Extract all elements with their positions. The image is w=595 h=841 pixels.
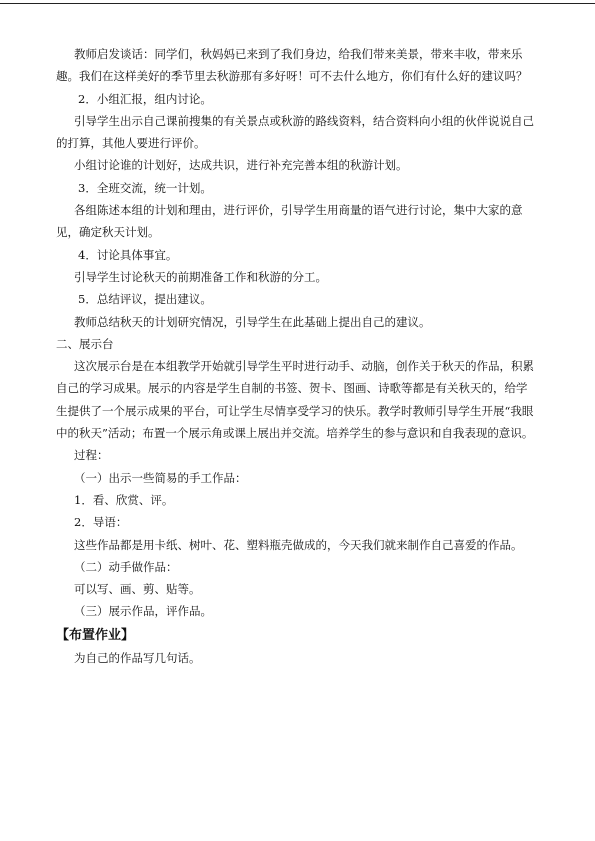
process-item-1: （一）出示一些简易的手工作品： <box>74 470 247 485</box>
homework-text: 为自己的作品写几句话。 <box>74 650 201 665</box>
document-body <box>56 43 536 669</box>
step-5-heading: 5．总结评议，提出建议。 <box>78 292 212 307</box>
step-2-guide-paragraph: 引导学生出示自己课前搜集的有关景点或秋游的路线资料，结合资料向小组的伙伴说说自己的打算，其他人要进行评价。 <box>56 113 534 151</box>
homework-heading: 【布置作业】 <box>56 627 135 643</box>
guide-text-paragraph: 这些作品都是用卡纸、树叶、花、塑料瓶壳做成的，今天我们就来制作自己喜爱的作品。 <box>74 537 523 552</box>
step-3-paragraph: 各组陈述本组的计划和理由，进行评价，引导学生用商量的语气进行讨论，集中大家的意见，确定秋天计划。 <box>56 203 523 240</box>
process-item-2-detail: 可以写、画、剪、贴等。 <box>74 582 201 597</box>
step-2-heading: 2．小组汇报，组内讨论。 <box>78 91 212 106</box>
top-border-line <box>0 3 595 4</box>
showcase-paragraph: 这次展示台是在本组教学开始就引导学生平时进行动手、动脑，创作关于秋天的作品，积累自己的学习成果。展示的内容是学生自制的书签、贺卡、图画、诗歌等都是有关秋天的，给学生提供了一个展示成果的平台，可让学生尽情享受学习的快乐。教学时教师引导学生开展“我眼中的秋天”活动；布置一个展示角或课上展出并交流。培养学生的参与意识和自我表现的意识。 <box>56 359 534 441</box>
process-label: 过程： <box>74 448 109 463</box>
step-4-heading: 4．讨论具体事宜。 <box>78 247 178 262</box>
step-5-paragraph: 教师总结秋天的计划研究情况，引导学生在此基础上提出自己的建议。 <box>74 314 431 329</box>
process-item-1-sub-2: 2．导语： <box>74 515 128 530</box>
step-2-discussion-paragraph: 小组讨论谁的计划好，达成共识，进行补充完善本组的秋游计划。 <box>74 158 408 173</box>
section-2-heading: 二、展示台 <box>56 336 114 351</box>
process-item-1-sub-1: 1．看、欣赏、评。 <box>74 492 174 507</box>
teacher-intro-paragraph: 教师启发谈话：同学们，秋妈妈已来到了我们身边，给我们带来美景，带来丰收，带来乐趣。我们在这样美好的季节里去秋游那有多好呀！可不去什么地方，你们有什么好的建议吗？ <box>56 47 528 84</box>
step-3-heading: 3．全班交流，统一计划。 <box>78 180 212 195</box>
step-4-paragraph: 引导学生讨论秋天的前期准备工作和秋游的分工。 <box>74 269 327 284</box>
process-item-3: （三）展示作品，评作品。 <box>74 604 212 619</box>
process-item-2: （二）动手做作品： <box>74 559 178 574</box>
